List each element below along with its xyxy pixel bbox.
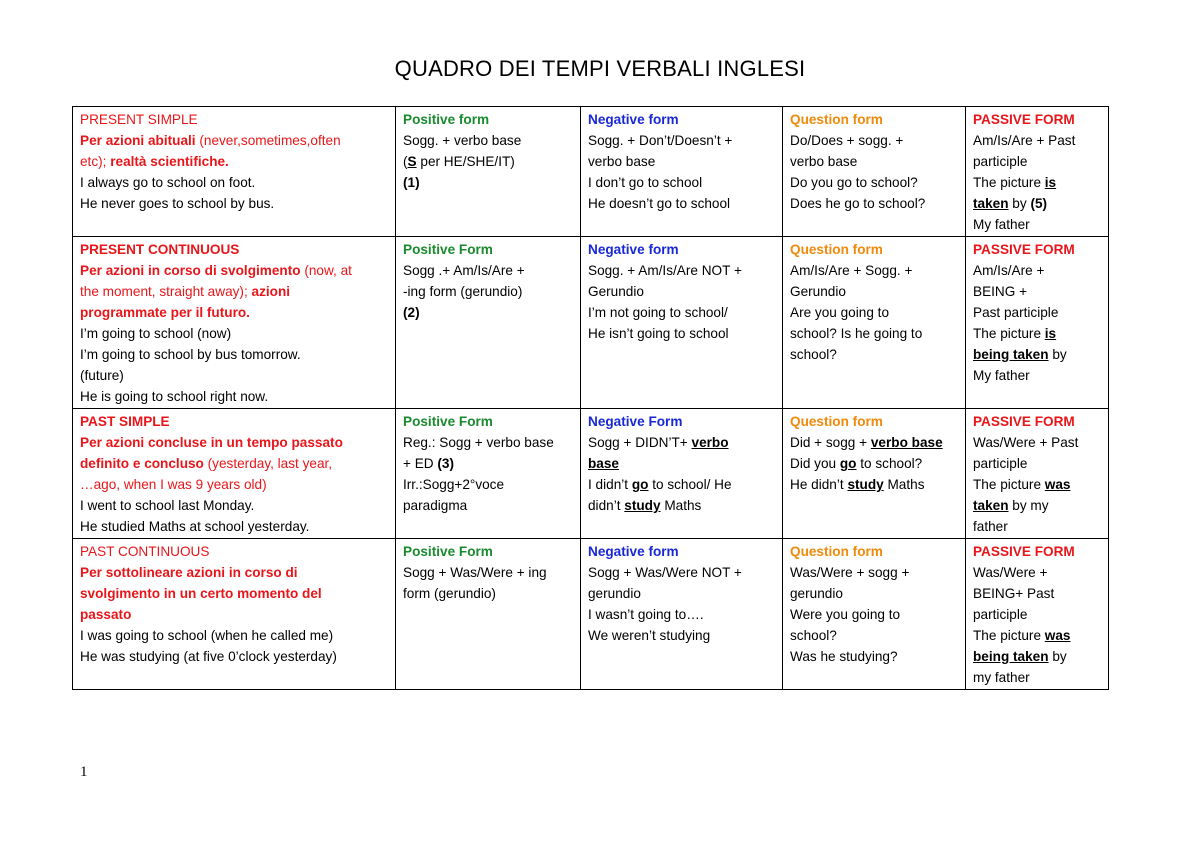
example-line: Are you going to (790, 305, 889, 320)
example-text: was (1044, 477, 1071, 492)
rule-line: Was/Were + sogg + (790, 565, 910, 580)
example-line: I’m going to school (now) (80, 326, 232, 341)
footnote-ref: (1) (403, 175, 420, 190)
rule-text: verbo (691, 435, 729, 450)
table-row-present-simple (73, 107, 1109, 237)
usage-line (80, 130, 390, 151)
rule-text: + ED (403, 456, 438, 471)
usage-line (80, 260, 390, 281)
example-text: is (1044, 175, 1057, 190)
question-heading: Question form (790, 414, 883, 429)
rule-line: verbo base (588, 154, 656, 169)
example-text: by my (1008, 498, 1049, 513)
example-text: The picture (973, 628, 1045, 643)
example-line (973, 495, 1103, 516)
rule-line: Do/Does + sogg. + (790, 133, 904, 148)
rule-line: participle (973, 607, 1028, 622)
example-line: We weren’t studying (588, 628, 711, 643)
usage-line: Per sottolineare azioni in corso di (80, 565, 298, 580)
rule-text: per HE/SHE/IT) (416, 154, 515, 169)
example-text: Maths (660, 498, 702, 513)
example-line (790, 453, 960, 474)
example-line: He was studying (at five 0’clock yesterday) (80, 649, 337, 664)
passive-heading: PASSIVE FORM (973, 112, 1075, 127)
rule-line: Past participle (973, 305, 1059, 320)
example-text: didn’t (588, 498, 625, 513)
passive-cell (966, 237, 1109, 409)
usage-text: the moment, straight away); (80, 284, 252, 299)
example-line (973, 646, 1103, 667)
passive-cell (966, 107, 1109, 237)
rule-line: gerundio (588, 586, 641, 601)
page-title: QUADRO DEI TEMPI VERBALI INGLESI (394, 56, 806, 81)
example-text: Maths (883, 477, 925, 492)
example-text: go (631, 477, 649, 492)
rule-line: verbo base (790, 154, 858, 169)
rule-line: Irr.:Sogg+2°voce (403, 477, 505, 492)
passive-cell (966, 539, 1109, 690)
example-text: was (1044, 628, 1071, 643)
rule-line: Sogg .+ Am/Is/Are + (403, 263, 525, 278)
positive-heading: Positive form (403, 112, 490, 127)
rule-line: base (588, 456, 619, 471)
example-text: is (1044, 326, 1057, 341)
usage-text: azioni (251, 284, 291, 299)
example-line: I don’t go to school (588, 175, 703, 190)
rule-text: ( (403, 154, 408, 169)
example-line (973, 323, 1103, 344)
example-text: taken (973, 196, 1009, 211)
example-line: I’m going to school by bus tomorrow. (80, 347, 301, 362)
usage-line: …ago, when I was 9 years old) (80, 477, 267, 492)
rule-line (588, 432, 777, 453)
example-text: to school? (856, 456, 923, 471)
example-line: He isn’t going to school (588, 326, 729, 341)
table-row-past-simple (73, 409, 1109, 539)
example-line: Does he go to school? (790, 196, 926, 211)
rule-line: Am/Is/Are + Sogg. + (790, 263, 913, 278)
rule-line: Was/Were + (973, 565, 1048, 580)
passive-heading: PASSIVE FORM (973, 242, 1075, 257)
rule-line: BEING+ Past (973, 586, 1055, 601)
example-line: My father (973, 217, 1030, 232)
rule-line: -ing form (gerundio) (403, 284, 523, 299)
example-text: being taken (973, 347, 1049, 362)
example-text: by (1008, 196, 1031, 211)
negative-cell (581, 539, 783, 690)
example-line: Was he studying? (790, 649, 898, 664)
usage-line: Per azioni concluse in un tempo passato (80, 435, 343, 450)
rule-text: Sogg + DIDN’T+ (588, 435, 692, 450)
rule-line: Gerundio (790, 284, 846, 299)
passive-cell (966, 409, 1109, 539)
usage-line: programmate per il futuro. (80, 305, 250, 320)
example-text: go (839, 456, 857, 471)
example-line: father (973, 519, 1008, 534)
negative-heading: Negative form (588, 112, 679, 127)
usage-text: (yesterday, last year, (203, 456, 333, 471)
page-number: 1 (80, 764, 88, 780)
tense-name: PRESENT CONTINUOUS (80, 242, 240, 257)
rule-line: Am/Is/Are + Past (973, 133, 1076, 148)
example-text: He didn’t (790, 477, 848, 492)
rule-line: Sogg + Was/Were + ing (403, 565, 547, 580)
question-cell (783, 539, 966, 690)
question-heading: Question form (790, 544, 883, 559)
question-heading: Question form (790, 242, 883, 257)
example-line: my father (973, 670, 1030, 685)
positive-cell (396, 107, 581, 237)
example-text: I didn’t (588, 477, 632, 492)
example-text: being taken (973, 649, 1049, 664)
example-line: I was going to school (when he called me) (80, 628, 334, 643)
example-text: by (1048, 649, 1067, 664)
example-line: My father (973, 368, 1030, 383)
rule-line: gerundio (790, 586, 843, 601)
example-text: Did you (790, 456, 840, 471)
usage-text: Per azioni in corso di svolgimento (80, 263, 301, 278)
negative-cell (581, 107, 783, 237)
example-text: by (1048, 347, 1067, 362)
example-text: study (847, 477, 884, 492)
example-line: school? (790, 347, 837, 362)
footnote-ref: (2) (403, 305, 420, 320)
rule-line: Sogg. + Am/Is/Are NOT + (588, 263, 742, 278)
positive-cell (396, 409, 581, 539)
example-line (973, 625, 1103, 646)
negative-heading: Negative form (588, 242, 679, 257)
example-text: to school/ He (648, 477, 732, 492)
example-text: study (624, 498, 661, 513)
example-line (790, 474, 960, 495)
example-line (973, 474, 1103, 495)
passive-heading: PASSIVE FORM (973, 414, 1075, 429)
example-text: The picture (973, 477, 1045, 492)
rule-line (403, 453, 575, 474)
rule-line: Am/Is/Are + (973, 263, 1045, 278)
example-line: He never goes to school by bus. (80, 196, 275, 211)
rule-line (403, 151, 575, 172)
example-line: He is going to school right now. (80, 389, 269, 404)
question-cell (783, 107, 966, 237)
example-line: He studied Maths at school yesterday. (80, 519, 310, 534)
usage-line: svolgimento in un certo momento del (80, 586, 322, 601)
tense-cell (73, 409, 396, 539)
positive-cell (396, 539, 581, 690)
rule-line: participle (973, 154, 1028, 169)
negative-cell (581, 409, 783, 539)
usage-line (80, 151, 390, 172)
example-line (588, 495, 777, 516)
example-line: I’m not going to school/ (588, 305, 728, 320)
verb-tenses-table (72, 106, 1109, 690)
rule-line: Gerundio (588, 284, 644, 299)
table-row-past-continuous (73, 539, 1109, 690)
usage-text: etc); (80, 154, 111, 169)
positive-heading: Positive Form (403, 544, 493, 559)
rule-line: Sogg + Was/Were NOT + (588, 565, 742, 580)
positive-cell (396, 237, 581, 409)
example-line: Do you go to school? (790, 175, 918, 190)
rule-line: Sogg. + Don’t/Doesn’t + (588, 133, 733, 148)
question-cell (783, 409, 966, 539)
rule-line: BEING + (973, 284, 1028, 299)
example-line: school? Is he going to (790, 326, 923, 341)
rule-text: S (407, 154, 417, 169)
question-heading: Question form (790, 112, 883, 127)
rule-line: form (gerundio) (403, 586, 496, 601)
usage-line (80, 281, 390, 302)
footnote-ref: (3) (437, 456, 455, 471)
tense-name: PAST SIMPLE (80, 414, 170, 429)
example-line (588, 474, 777, 495)
rule-line (790, 432, 960, 453)
rule-text: verbo base (870, 435, 943, 450)
example-line (973, 193, 1103, 214)
negative-cell (581, 237, 783, 409)
example-line: I wasn’t going to…. (588, 607, 704, 622)
question-cell (783, 237, 966, 409)
usage-text: Per azioni abituali (80, 133, 196, 148)
usage-text: (now, at (300, 263, 352, 278)
example-line (973, 172, 1103, 193)
usage-text: realtà scientifiche. (110, 154, 229, 169)
usage-line (80, 453, 390, 474)
rule-line: paradigma (403, 498, 468, 513)
rule-line: Sogg. + verbo base (403, 133, 522, 148)
example-line: I went to school last Monday. (80, 498, 255, 513)
example-line: (future) (80, 368, 124, 383)
positive-heading: Positive Form (403, 242, 493, 257)
example-text: taken (973, 498, 1009, 513)
passive-heading: PASSIVE FORM (973, 544, 1075, 559)
usage-text: definito e concluso (80, 456, 204, 471)
rule-line: Was/Were + Past (973, 435, 1079, 450)
usage-text: (never,sometimes,often (195, 133, 341, 148)
rule-text: Did + sogg + (790, 435, 871, 450)
rule-line: Reg.: Sogg + verbo base (403, 435, 554, 450)
example-text: The picture (973, 326, 1045, 341)
example-line: I always go to school on foot. (80, 175, 256, 190)
example-line (973, 344, 1103, 365)
example-line: He doesn’t go to school (588, 196, 731, 211)
tense-name: PAST CONTINUOUS (80, 544, 210, 559)
tense-cell (73, 539, 396, 690)
example-line: school? (790, 628, 837, 643)
table-row-present-continuous (73, 237, 1109, 409)
positive-heading: Positive Form (403, 414, 493, 429)
negative-heading: Negative form (588, 544, 679, 559)
tense-cell (73, 107, 396, 237)
usage-line: passato (80, 607, 132, 622)
example-text: The picture (973, 175, 1045, 190)
footnote-ref: (5) (1030, 196, 1048, 211)
example-line: Were you going to (790, 607, 901, 622)
tense-name: PRESENT SIMPLE (80, 112, 198, 127)
rule-line: participle (973, 456, 1028, 471)
tense-cell (73, 237, 396, 409)
negative-heading: Negative Form (588, 414, 683, 429)
